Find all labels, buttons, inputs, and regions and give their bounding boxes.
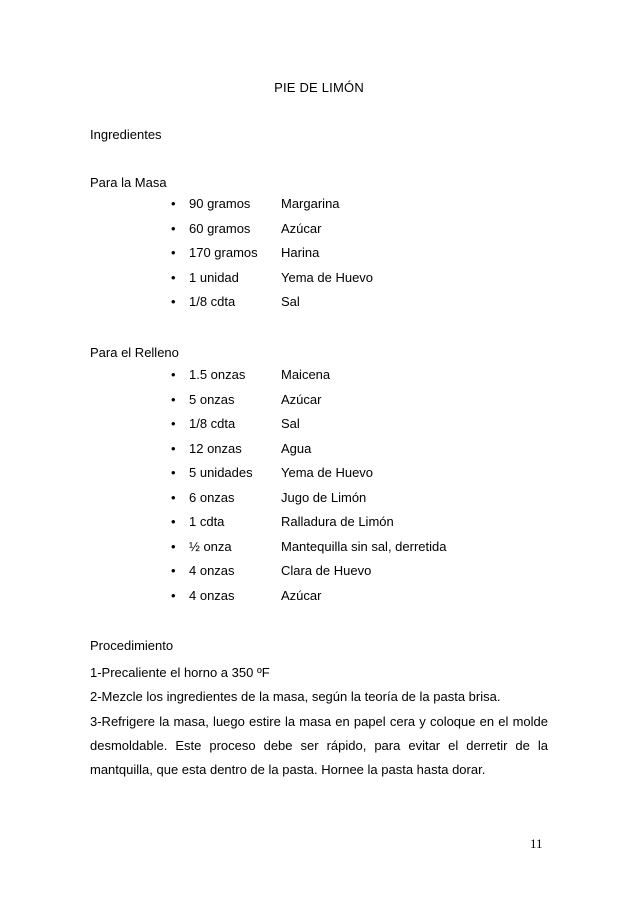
ingredient-name: Azúcar [281, 391, 322, 407]
masa-ingredient-list [0, 196, 638, 319]
ingredient-quantity: 1/8 cdta [189, 294, 236, 309]
procedure-step: 3-Refrigere la masa, luego estire la masa en papel cera y coloque en el molde desmoldable. Este proceso debe ser rápido, para evitar el derretir de la mantquilla, que esta dentro de la pasta. Hornee la pasta hasta dorar. [90, 713, 548, 778]
ingredient-name: Yema de Huevo [281, 465, 374, 480]
list-item [0, 221, 638, 246]
ingredient-name: Yema de Huevo [281, 269, 374, 285]
ingredient-quantity: 90 gramos [189, 196, 251, 211]
ingredient-quantity: ½ onza [189, 538, 232, 554]
ingredient-name: Sal [281, 416, 300, 431]
list-item [0, 514, 638, 539]
ingredient-quantity: 5 onzas [189, 391, 235, 407]
ingredient-quantity: 1 unidad [189, 269, 239, 285]
ingredient-quantity: 4 onzas [189, 563, 235, 578]
ingredient-name: Harina [281, 245, 320, 260]
masa-heading: Para la Masa [90, 175, 167, 190]
ingredients-heading: Ingredientes [90, 127, 162, 142]
bullet-icon: • [171, 367, 176, 382]
ingredient-quantity: 1.5 onzas [189, 367, 246, 382]
bullet-icon: • [171, 294, 176, 309]
procedure-heading: Procedimiento [90, 638, 174, 653]
bullet-icon: • [171, 245, 176, 260]
list-item [0, 367, 638, 392]
relleno-heading: Para el Relleno [90, 345, 179, 360]
ingredient-name: Sal [281, 294, 300, 309]
ingredient-name: Clara de Huevo [281, 563, 372, 578]
bullet-icon: • [171, 391, 176, 407]
list-item [0, 563, 638, 588]
bullet-icon: • [171, 196, 176, 211]
list-item [0, 490, 638, 515]
list-item [0, 392, 638, 417]
ingredient-name: Mantequilla sin sal, derretida [281, 538, 447, 554]
ingredient-name: Jugo de Limón [281, 489, 367, 505]
bullet-icon: • [171, 587, 176, 603]
ingredient-name: Margarina [281, 196, 340, 211]
bullet-icon: • [171, 514, 176, 529]
bullet-icon: • [171, 440, 176, 456]
ingredient-name: Azúcar [281, 220, 322, 236]
list-item [0, 441, 638, 466]
bullet-icon: • [171, 416, 176, 431]
ingredient-quantity: 4 onzas [189, 587, 235, 603]
list-item [0, 294, 638, 319]
ingredient-quantity: 170 gramos [189, 245, 258, 260]
ingredient-name: Agua [281, 440, 312, 456]
bullet-icon: • [171, 563, 176, 578]
page-number: 11 [530, 836, 543, 851]
procedure-steps [90, 661, 548, 782]
list-item [0, 465, 638, 490]
ingredient-quantity: 1/8 cdta [189, 416, 236, 431]
bullet-icon: • [171, 538, 176, 554]
ingredient-quantity: 60 gramos [189, 220, 251, 236]
ingredient-name: Ralladura de Limón [281, 514, 394, 529]
bullet-icon: • [171, 220, 176, 236]
relleno-ingredient-list [0, 367, 638, 612]
list-item [0, 539, 638, 564]
list-item [0, 588, 638, 613]
ingredient-quantity: 1 cdta [189, 514, 225, 529]
list-item [0, 245, 638, 270]
procedure-step: 1-Precaliente el horno a 350 ºF [90, 665, 270, 680]
procedure-step: 2-Mezcle los ingredientes de la masa, según la teoría de la pasta brisa. [90, 689, 501, 705]
page-title: PIE DE LIMÓN [274, 80, 364, 95]
list-item [0, 270, 638, 295]
ingredient-quantity: 12 onzas [189, 440, 242, 456]
ingredient-quantity: 5 unidades [189, 465, 253, 480]
bullet-icon: • [171, 489, 176, 505]
bullet-icon: • [171, 269, 176, 285]
ingredient-quantity: 6 onzas [189, 489, 235, 505]
ingredient-name: Azúcar [281, 587, 322, 603]
bullet-icon: • [171, 465, 176, 480]
ingredient-name: Maicena [281, 367, 331, 382]
list-item [0, 196, 638, 221]
list-item [0, 416, 638, 441]
